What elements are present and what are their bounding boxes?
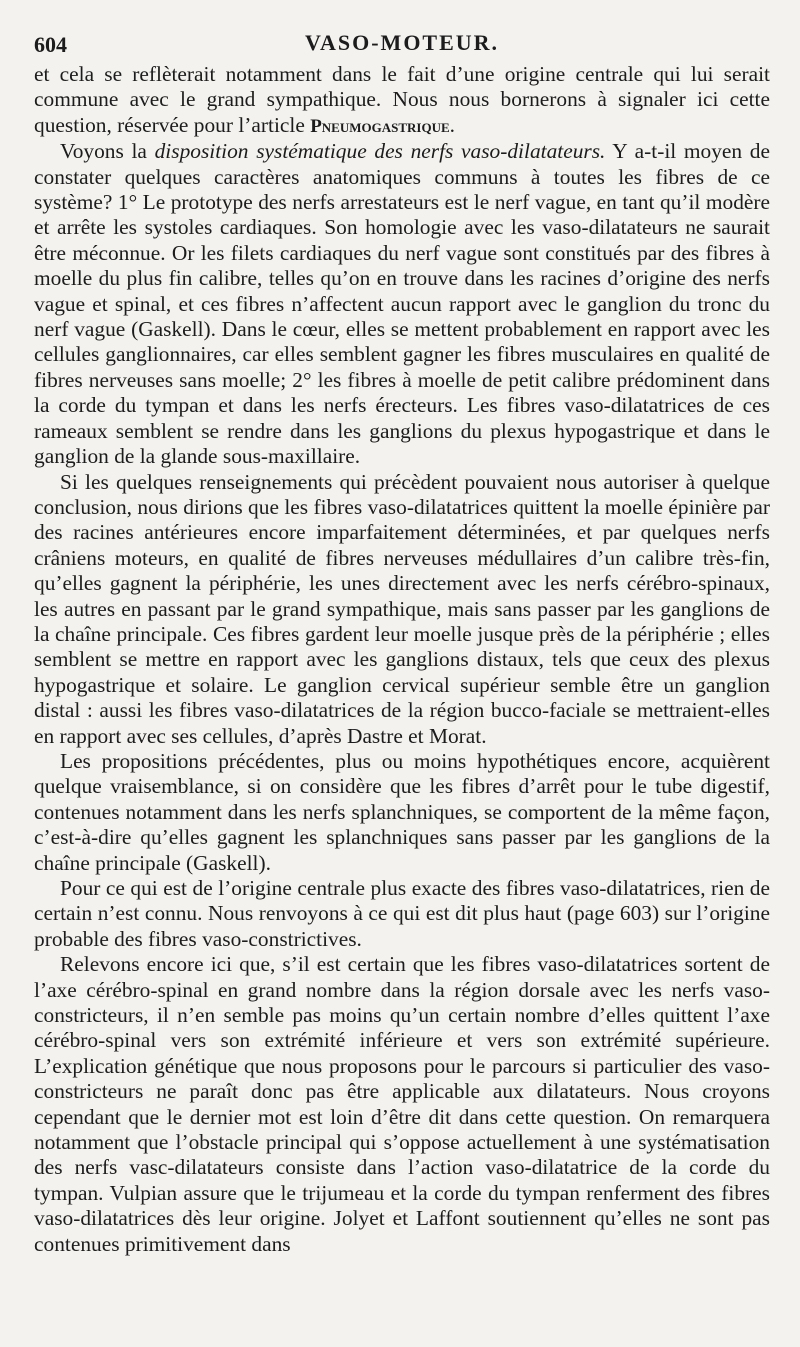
running-head <box>34 22 770 62</box>
paragraph-1-text: et cela se reflèterait notamment dans le fait d’une origine centrale qui lui serait commune avec le grand sympathique. Nous nous bornerons à signaler ici cette question, réservée pour l’article <box>34 62 770 137</box>
paragraph-3: Si les quelques renseignements qui précèdent pouvaient nous autoriser à quelque conclusion, nous dirions que les fibres vaso-dilatatrices quittent la moelle épinière par des racines antérieures encore imparfaitement déterminées, et par quelques nerfs crâniens moteurs, en qualité de fibres nerveuses médullaires d’un calibre très-fin, qu’elles gagnent la périphérie, les unes directement avec les nerfs cérébro-spinaux, les autres en passant par le grand sympathique, mais sans passer par les ganglions de la chaîne principale. Ces fibres gardent leur moelle jusque près de la périphérie ; elles semblent se mettre en rapport avec les ganglions distaux, tels que ceux des plexus hypogastrique et solaire. Le ganglion cervical supérieur semble être un ganglion distal : aussi les fibres vaso-dilatatrices de la région bucco-faciale se mettraient-elles en rapport avec ses cellules, d’après Dastre et Morat. <box>34 469 770 748</box>
paragraph-4: Les propositions précédentes, plus ou moins hypothétiques encore, acquièrent quelque vraisemblance, si on considère que les fibres d’arrêt pour le tube digestif, contenues notamment dans les nerfs splanchniques, se comportent de la même façon, c’est-à-dire qu’elles gagnent les splanchniques sans passer par les ganglions de la chaîne principale (Gaskell). <box>34 748 770 875</box>
paragraph-1-end: . <box>449 112 456 137</box>
paragraph-5: Pour ce qui est de l’origine centrale plus exacte des fibres vaso-dilatatrices, rien de certain n’est connu. Nous renvoyons à ce qui est dit plus haut (page 603) sur l’origine probable des fibres vaso-constrictives. <box>34 876 770 951</box>
section-heading-italic: disposition systématique des nerfs vaso-dilatateurs. <box>154 139 606 164</box>
paragraph-2-text: Y a-t-il moyen de constater quelques caractères anatomiques communs à toutes les fibres de ce système? 1° Le prototype des nerfs arrestateurs est le nerf vague, en tant qu’il modère et arrête les systoles cardiaques. Son homologie avec les vaso-dilatateurs ne saurait être méconnue. Or les filets cardiaques du nerf vague sont constitués par des fibres à moelle du plus fin calibre, telles qu’on en trouve dans les racines d’origine des nerfs vague et spinal, et ces fibres n’affectent aucun rapport avec le ganglion du tronc du nerf vague (Gaskell). Dans le cœur, elles se mettent probablement en rapport avec les cellules ganglionnaires, car elles semblent gagner les fibres musculaires en qualité de fibres nerveuses sans moelle; 2° les fibres à moelle de petit calibre prédominent dans la corde du tympan et dans les nerfs érecteurs. Les fibres vaso-dilatatrices de ces rameaux semblent se rendre dans les ganglions du plexus hypogastrique et dans le ganglion de la glande sous-maxillaire. <box>34 139 770 469</box>
paragraph-6: Relevons encore ici que, s’il est certain que les fibres vaso-dilatatrices sortent de l’axe cérébro-spinal en grand nombre dans la région dorsale avec les nerfs vaso-constricteurs, il n’en semble pas moins qu’un certain nombre d’elles quittent l’axe cérébro-spinal vers son extrémité inférieure et vers son extrémité supérieure. L’explication génétique que nous proposons pour le parcours si particulier des vaso-constricteurs ne paraît donc pas être applicable aux dilatateurs. Nous croyons cependant que le dernier mot est loin d’être dit dans cette question. On remarquera notamment que l’obstacle principal qui s’oppose actuellement à une systématisation des nerfs vasc-dilatateurs consiste dans l’action vaso-dilatatrice de la corde du tympan. Vulpian assure que le trijumeau et la corde du tympan renferment des fibres vaso-dilatatrices dès leur origine. Jolyet et Laffont soutiennent qu’elles ne sont pas contenues primitivement dans <box>34 952 770 1256</box>
body-text <box>34 62 770 1257</box>
running-title: VASO-MOTEUR. <box>304 30 500 55</box>
page-number: 604 <box>34 32 67 57</box>
paragraph-2 <box>34 139 770 469</box>
article-reference: Pneumogastrique <box>310 115 450 137</box>
paragraph-2-lead: Voyons la <box>60 139 155 164</box>
paragraph-1 <box>34 62 770 139</box>
